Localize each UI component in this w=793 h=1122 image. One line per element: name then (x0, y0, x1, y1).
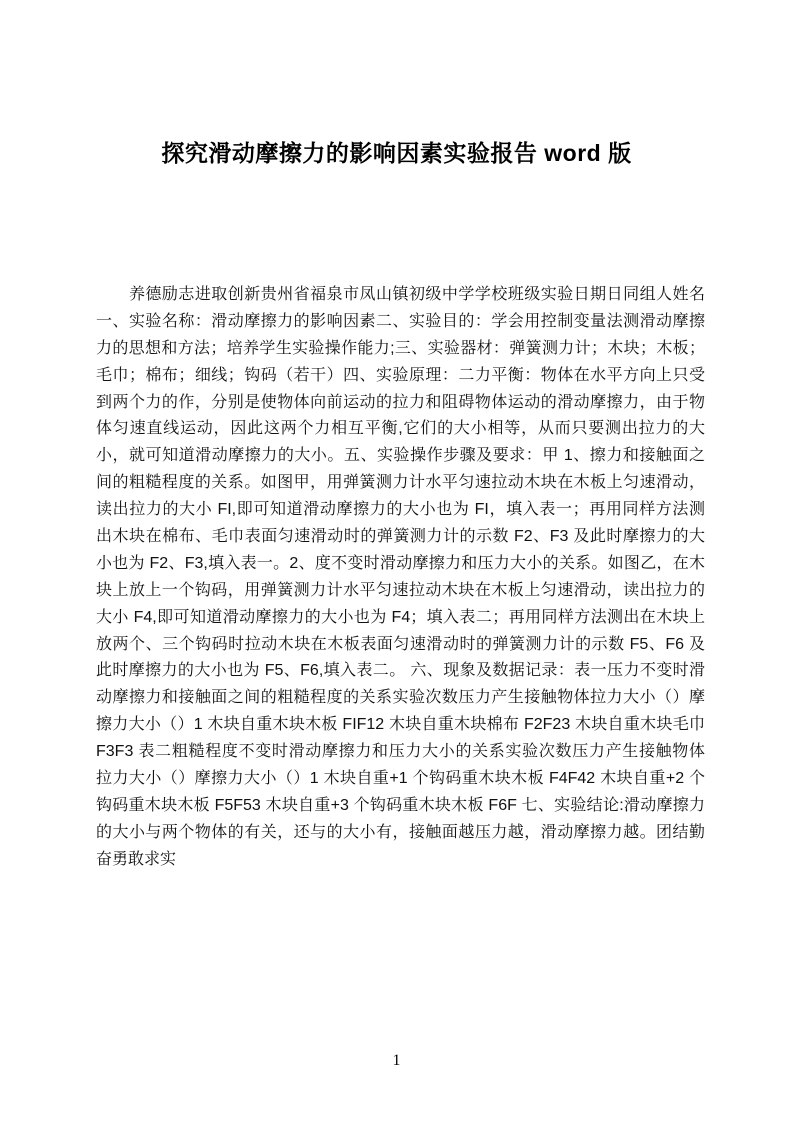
paragraph-line: 小，就可知道滑动摩擦力的大小。五、实验操作步骤及要求：甲 1、擦力和接触面之 (96, 447, 705, 465)
paragraph-line: 擦力大小（）1 木块自重木块木板 FIF12 木块自重木块棉布 F2F23 木块自重木块毛巾 (96, 716, 705, 734)
paragraph-line: 间的粗糙程度的关系。如图甲，用弹簧测力计水平匀速拉动木块在木板上匀速滑动， (96, 474, 705, 492)
paragraph-line: F3F3 表二粗糙程度不变时滑动摩擦力和压力大小的关系实验次数压力产生接触物体 (96, 743, 705, 761)
paragraph-line: 拉力大小（）摩擦力大小（）1 木块自重+1 个钩码重木块木板 F4F42 木块自重+2 个 (96, 770, 705, 788)
paragraph-line: 的大小与两个物体的有关，还与的大小有，接触面越压力越，滑动摩擦力越。团结勤 (96, 823, 705, 841)
paragraph-line: 养德励志进取创新贵州省福泉市凤山镇初级中学学校班级实验日期日同组人姓名 (96, 286, 705, 303)
paragraph-line: 此时摩擦力的大小也为 F5、F6,填入表二。 六、现象及数据记录：表一压力不变时滑 (96, 662, 705, 680)
paragraph-line: 一、实验名称：滑动摩擦力的影响因素二、实验目的：学会用控制变量法测滑动摩擦 (96, 312, 705, 330)
paragraph-line: 小也为 F2、F3,填入表一。2、度不变时滑动摩擦力和压力大小的关系。如图乙，在木 (96, 554, 705, 572)
paragraph-line: 到两个力的作，分别是使物体向前运动的拉力和阻碍物体运动的滑动摩擦力，由于物 (96, 393, 705, 411)
document-title: 探究滑动摩擦力的影响因素实验报告 word 版 (161, 140, 632, 166)
paragraph-line: 出木块在棉布、毛巾表面匀速滑动时的弹簧测力计的示数 F2、F3 及此时摩擦力的大 (96, 528, 705, 546)
paragraph-line: 体匀速直线运动，因此这两个力相互平衡,它们的大小相等，从而只要测出拉力的大 (96, 420, 705, 438)
paragraph-line: 力的思想和方法；培养学生实验操作能力;三、实验器材：弹簧测力计；木块；木板； (96, 339, 705, 357)
paragraph-line: 放两个、三个钩码时拉动木块在木板表面匀速滑动时的弹簧测力计的示数 F5、F6 及 (96, 635, 705, 653)
paragraph-line: 大小 F4,即可知道滑动摩擦力的大小也为 F4；填入表二；再用同样方法测出在木块上 (96, 608, 705, 626)
paragraph-line: 毛巾；棉布；细线；钩码（若干）四、实验原理：二力平衡：物体在水平方向上只受 (96, 366, 705, 384)
body-text-block (96, 282, 705, 874)
paragraph-line: 奋勇敢求实 (96, 850, 177, 868)
page-number: 1 (392, 1052, 401, 1069)
paragraph-line: 钩码重木块木板 F5F53 木块自重+3 个钩码重木块木板 F6F 七、实验结论:滑动摩擦力 (96, 796, 705, 814)
paragraph-line: 读出拉力的大小 FI,即可知道滑动摩擦力的大小也为 FI，填入表一；再用同样方法测 (96, 501, 705, 519)
paragraph-line: 块上放上一个钩码，用弹簧测力计水平匀速拉动木块在木板上匀速滑动，读出拉力的 (96, 581, 705, 599)
paragraph-line: 动摩擦力和接触面之间的粗糙程度的关系实验次数压力产生接触物体拉力大小（）摩 (96, 689, 705, 707)
